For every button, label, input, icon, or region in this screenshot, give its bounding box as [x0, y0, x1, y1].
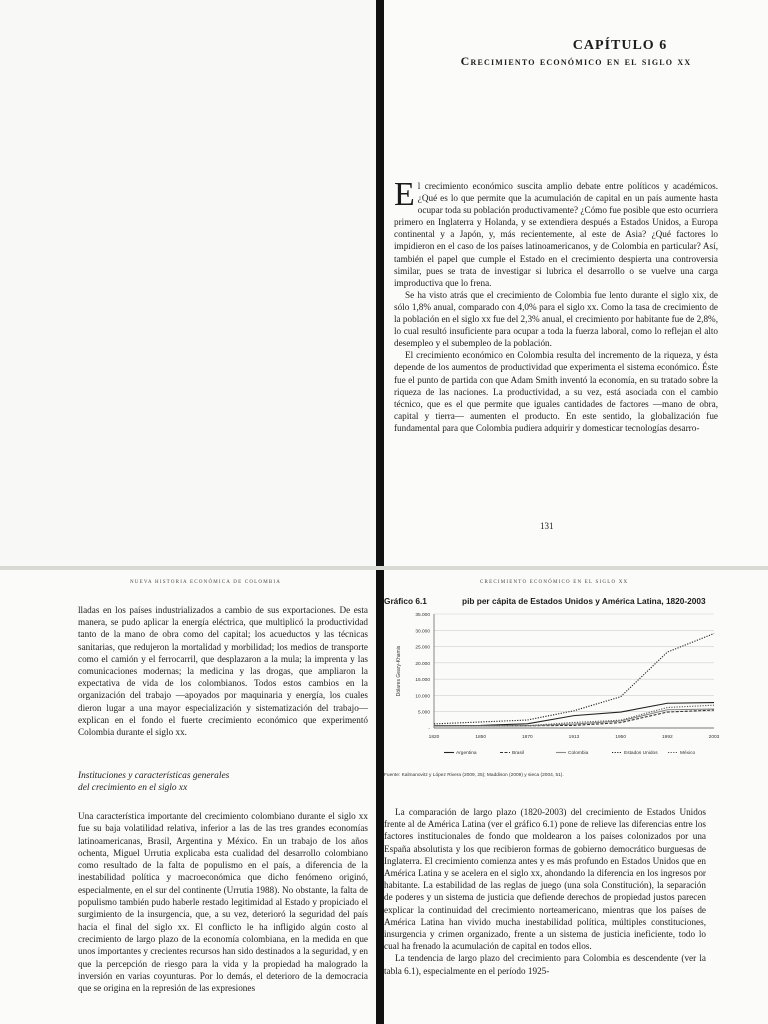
chapter-body	[384, 806, 706, 977]
series-line-estados-unidos	[434, 634, 714, 724]
legend-label: México	[680, 751, 696, 756]
y-tick-label: 30.000	[415, 629, 430, 635]
series-line-brasil	[434, 710, 714, 726]
x-tick-label: 1992	[661, 735, 673, 740]
y-tick-label: 20.000	[415, 661, 430, 667]
x-tick-label: 1820	[428, 735, 440, 740]
paragraph: El crecimiento económico suscita amplio debate entre políticos y académicos. ¿Qué es lo que permite que la acumulación de capital en un país aumente hasta ocupar toda su población productivamente? ¿Cómo fue posible que esto ocurriera primero en Inglaterra y Holanda, y se extendiera después a Estados Unidos, a Europa continental y a Japón, y, más recientemente, al este de Asia? ¿Qué factores lo impidieron en el caso de los países latinoamericanos, y de Colombia en particular? Así, también el papel que cumple el Estado en el crecimiento despierta una controversia similar, pues se trata de investigar si lubrica el desarrollo o se vuelve una carga improductiva que lo frena.	[394, 176, 718, 288]
y-tick-label: 15.000	[415, 678, 430, 684]
page-number: 131	[540, 521, 554, 531]
x-tick-label: 1950	[615, 735, 627, 740]
chapter-body	[394, 176, 719, 434]
y-tick-label: 10.000	[415, 694, 430, 700]
paragraph: Una característica importante del crecimiento colombiano durante el siglo xx fue su baja volatilidad relativa, inferior a las de las tres grandes economías latinoamericanas, Brasil, Argentina y México. En un trabajo de los años ochenta, Miguel Urrutia explicaba esta cualidad del desarrollo colombiano como resultado de la falta de populismo en el país, a diferencia de la inestabilidad política y macroeconómica que dicho fenómeno originó, especialmente, en el sur del continente (Urrutia 1988). No obstante, la falta de populismo también pudo haberle restado legitimidad al Estado y propiciado el surgimiento de la insurgencia, que, a su vez, deterioró la seguridad del país hacia el final del siglo xx. El conflicto le ha infligido algún costo al crecimiento de largo plazo de la economía colombiana, en la medida en que unos importantes y crecientes recursos han sido destinados a la seguridad, y en que la percepción de riesgo para la vida y la propiedad ha malogrado la inversión en varias coyunturas. Por lo demás, el deterioro de la democracia que se origina en la represión de las expresiones	[78, 811, 368, 994]
paragraph: lladas en los países industrializados a cambio de sus exportaciones. De esta manera, se pudo aplicar la energía eléctrica, que multiplicó la productividad tanto de la mano de obra como del capital; los acueductos y las técnicas sanitarias, que redujeron la mortalidad y morbilidad; los medios de transporte como el camión y el ferrocarril, que desplazaron a la mula; la imprenta y las comunicaciones modernas; la medicina y las drogas, que ampliaron la expectativa de vida de los colombianos. Todos estos cambios en la organización del trabajo —apoyados por maquinaria y energía, los cuales dieron lugar a una mayor especialización y sistematización del trabajo— explican en el fondo el fuerte crecimiento económico que experimentó Colombia durante el siglo xx.	[78, 605, 368, 738]
bottom-left-page	[0, 570, 376, 1024]
book-spine	[376, 0, 384, 1024]
running-head: CRECIMIENTO ECONÓMICO EN EL SIGLO XX	[480, 580, 629, 585]
y-axis-label: Dólares Geary-Khamis	[396, 645, 402, 697]
y-tick-label: 35.000	[415, 613, 430, 618]
chapter-title: Crecimiento económico en el siglo xx	[460, 54, 692, 68]
top-left-blank-page	[0, 0, 376, 568]
y-tick-label: 5.000	[417, 710, 430, 716]
top-right-page	[384, 0, 768, 568]
paragraph: Se ha visto atrás que el crecimiento de Colombia fue lento durante el siglo xix, de sólo 1,8% anual, comparado con 4,0% para el siglo xx. Como la tasa de crecimiento de la población en el siglo xx fue del 2,3% anual, el crecimiento por habitante fue de 2,8%, lo cual resultó insuficiente para ocupar a toda la fuerza laboral, como lo reflejan el alto desempleo y el subempleo de la población.	[394, 289, 719, 349]
source-note: Fuente: Kalmanovitz y López Rivera (2009, 25); Maddison (2009) y sieca (2004, 51).	[384, 773, 564, 778]
x-tick-label: 1870	[521, 735, 533, 740]
graph-caption: pib per cápita de Estados Unidos y América Latina, 1820-2003	[462, 596, 706, 606]
paragraph: El crecimiento económico en Colombia resulta del incremento de la riqueza, y ésta depende de los aumentos de productividad que experimenta el sistema económico. Éste fue el punto de partida con que Adam Smith inventó la economía, en su tratado sobre la riqueza de las naciones. La productividad, a su vez, está asociada con el cambio técnico, que es el que permite que iguales cantidades de factores —mano de obra, capital y tierra— aumenten el producto. En este sentido, la globalización fue fundamental para que Colombia pudiera adquirir y domesticar tecnologías desarro-	[394, 350, 718, 433]
drop-cap: E	[394, 176, 415, 213]
y-tick-label: 25.000	[415, 645, 430, 651]
legend-label: Estados Unidos	[624, 751, 658, 756]
graph-number: Gráfico 6.1	[384, 596, 427, 606]
legend-label: Brasil	[512, 751, 524, 756]
bottom-right-page	[384, 570, 768, 1024]
line-chart	[384, 608, 764, 768]
legend-label: Argentina	[456, 751, 477, 756]
legend-label: Colombia	[568, 751, 589, 756]
section-title: Instituciones y características generales del crecimiento en el siglo xx	[78, 771, 230, 793]
y-tick-label: -	[428, 727, 430, 732]
paragraph: La tendencia de largo plazo del crecimiento para Colombia es descendente (ver la tabla 6.1), especialmente en el período 1925-	[384, 953, 706, 976]
paragraph: La comparación de largo plazo (1820-2003) del crecimiento de Estados Unidos frente al de América Latina (ver el gráfico 6.1) pone de relieve las diferencias entre los factores institucionales de fondo que moldearon a los países colonizados por una España absolutista y los que recibieron formas de gobierno democrático burguesas de Inglaterra. El crecimiento comienza antes y es más profundo en Estados Unidos que en América Latina y se acelera en el siglo xx, ahondando la diferencia en los ingresos por habitante. La estabilidad de las reglas de juego (una sola Constitución), la separación de poderes y un sistema de justicia que defiende derechos de propiedad justos parecen explicar la continuidad del crecimiento norteamericano, mientras que los países de América Latina han vivido mucha inestabilidad política, múltiples constituciones, insurgencia y crimen organizado, frente a un sistema de justicia ineficiente, todo lo cual ha frenado la acumulación de capital en todos ellos.	[384, 807, 706, 952]
x-tick-label: 1913	[568, 735, 580, 740]
running-head: NUEVA HISTORIA ECONÓMICA DE COLOMBIA	[130, 580, 282, 585]
chapter-label: CAPÍTULO 6	[572, 38, 668, 53]
x-tick-label: 1850	[475, 735, 487, 740]
x-tick-label: 2003	[708, 735, 720, 740]
scan-divider	[0, 566, 768, 570]
